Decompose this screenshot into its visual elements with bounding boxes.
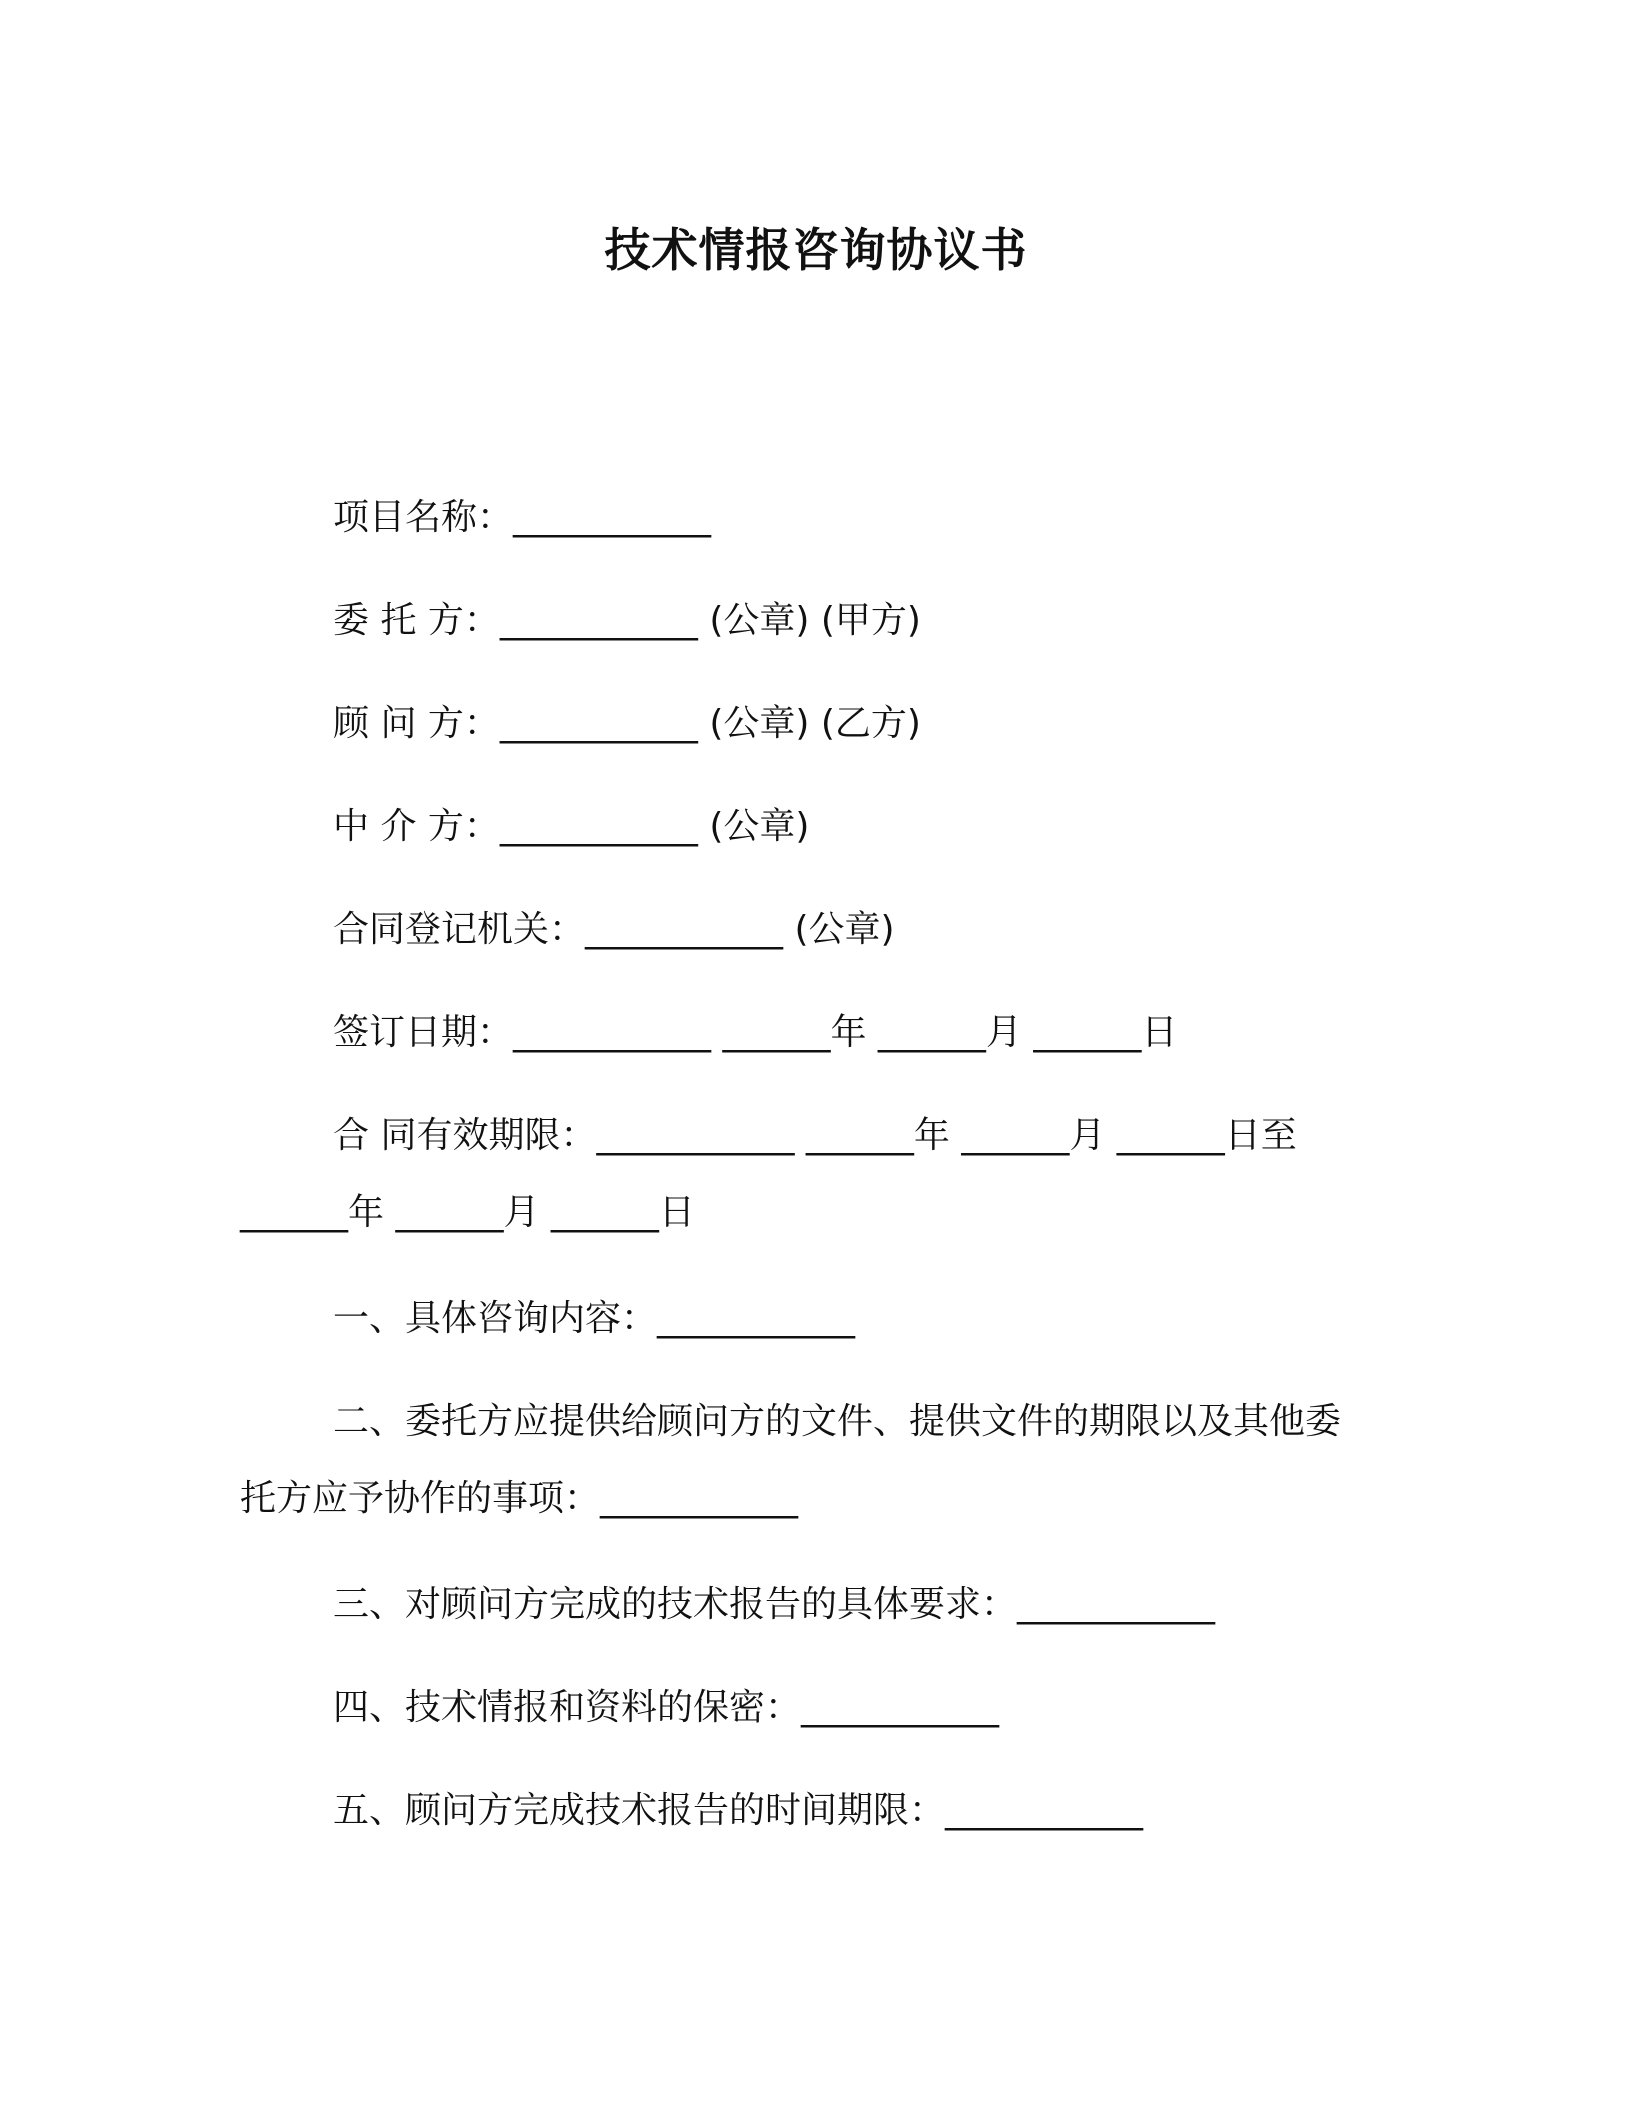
clause-5: 五、顾问方完成技术报告的时间期限：___________ xyxy=(333,1790,1144,1831)
registration-authority-line: 合同登记机关：___________ (公章) xyxy=(333,909,895,950)
clause-2-continuation: 托方应予协作的事项：___________ xyxy=(240,1478,799,1519)
document-title: 技术情报咨询协议书 xyxy=(604,223,1028,277)
intermediary-party-line: 中 介 方：___________ (公章) xyxy=(333,806,810,847)
clause-2: 二、委托方应提供给顾问方的文件、提供文件的期限以及其他委 xyxy=(333,1401,1342,1442)
clause-1: 一、具体咨询内容：___________ xyxy=(333,1298,856,1339)
project-name-line: 项目名称：___________ xyxy=(333,497,712,538)
consultant-party-line: 顾 问 方：___________ (公章) (乙方) xyxy=(333,703,921,744)
validity-period-line: 合 同有效期限：___________ ______年 ______月 ______日至 xyxy=(333,1115,1297,1156)
validity-period-continuation: ______年 ______月 ______日 xyxy=(240,1192,695,1233)
clause-3: 三、对顾问方完成的技术报告的具体要求：___________ xyxy=(333,1584,1216,1625)
clause-4: 四、技术情报和资料的保密：___________ xyxy=(333,1687,1000,1728)
signing-date-line: 签订日期：___________ ______年 ______月 ______日 xyxy=(333,1012,1178,1053)
client-party-line: 委 托 方：___________ (公章) (甲方) xyxy=(333,600,921,641)
